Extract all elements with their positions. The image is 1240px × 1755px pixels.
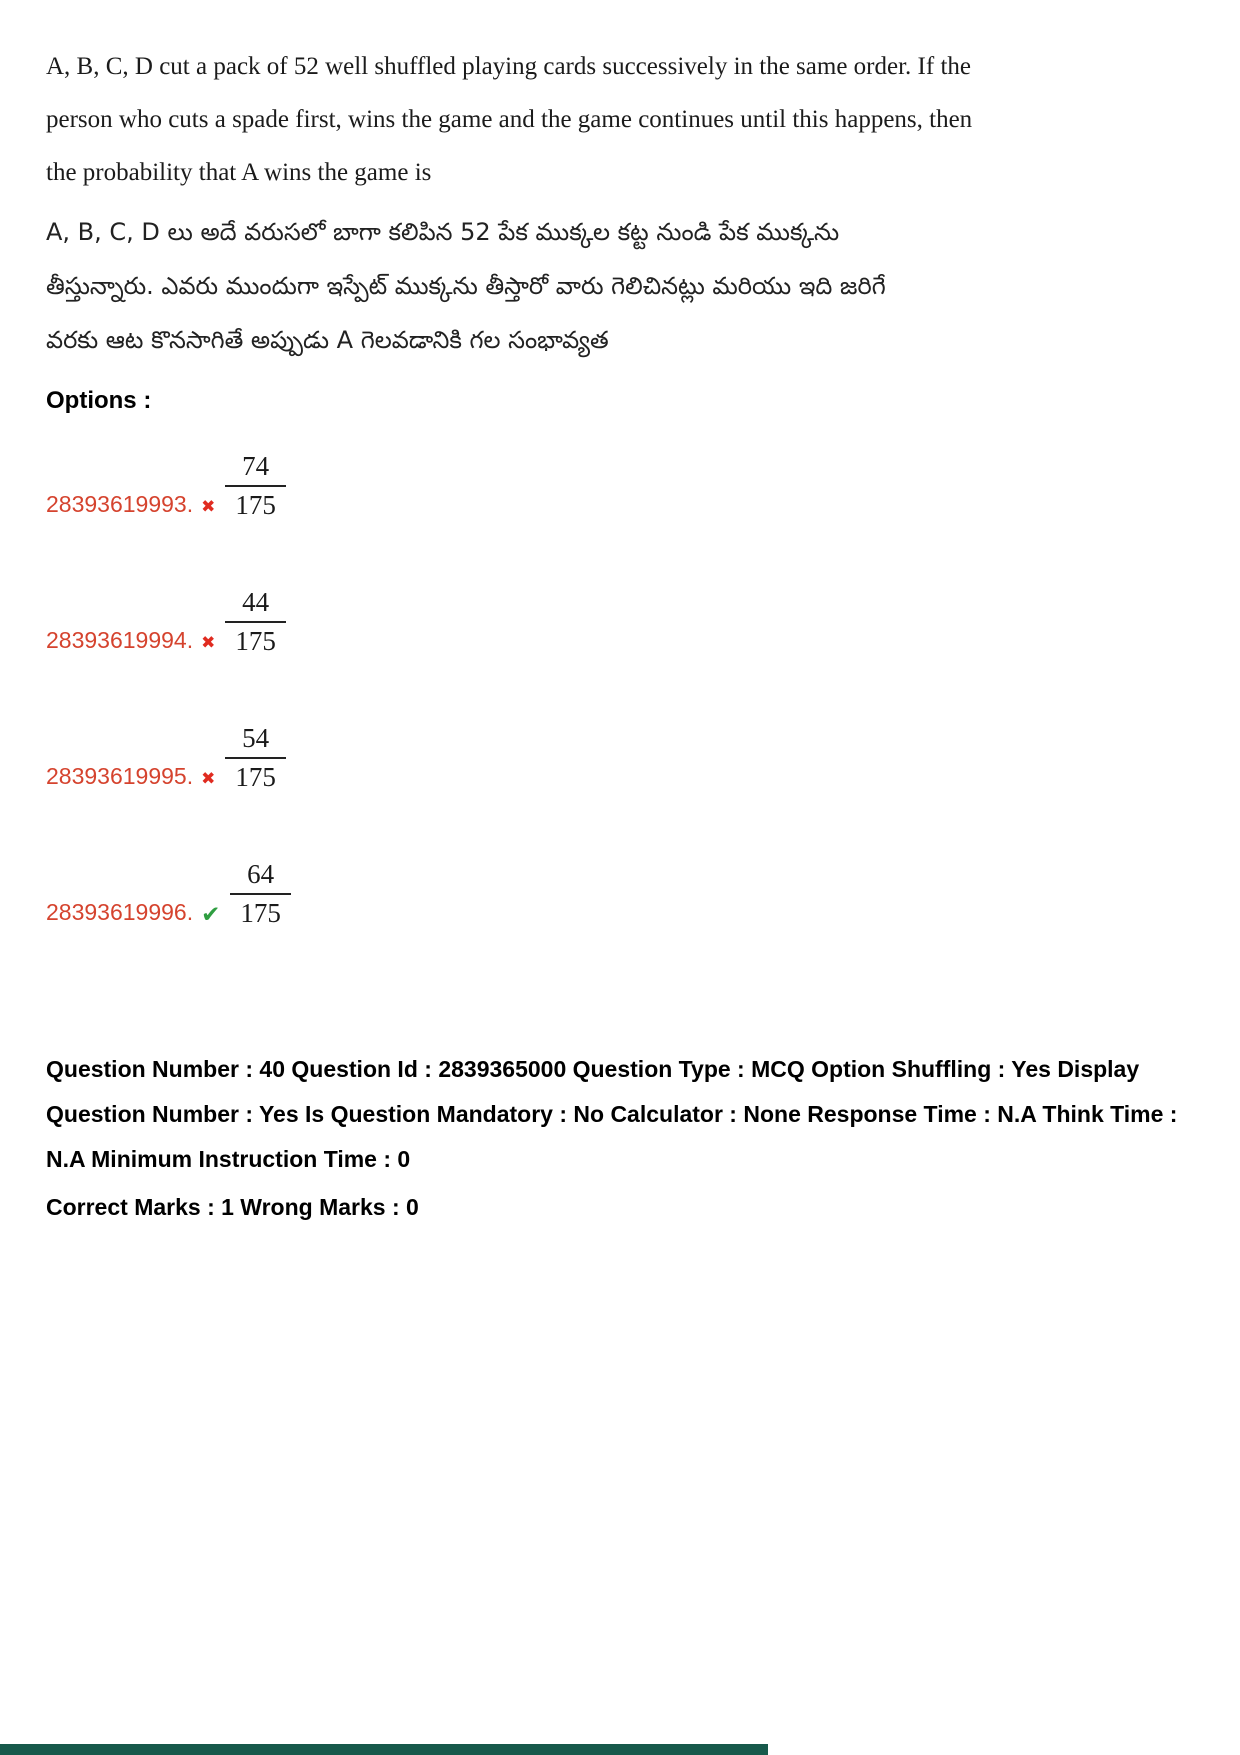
options-list [46, 451, 1180, 929]
question-metadata-details: Question Number : 40 Question Id : 2839365000 Question Type : MCQ Option Shuffling : Yes Display Question Number : Yes Is Question Mandatory : No Calculator : None Response Time : N.A Think Time : N.A Minimum Instruction Time : 0 [46, 1056, 1178, 1172]
option-id: 28393619993. [46, 491, 194, 517]
question-text-telugu [46, 205, 1180, 367]
wrong-answer-icon: ✖ [201, 497, 216, 516]
fraction-numerator: 54 [242, 723, 270, 753]
fraction-numerator: 64 [247, 859, 275, 889]
option-row-4 [46, 859, 1180, 929]
question-metadata-marks: Correct Marks : 1 Wrong Marks : 0 [46, 1194, 419, 1220]
option-fraction [225, 723, 286, 793]
fraction-numerator: 74 [242, 451, 270, 481]
fraction-denominator: 175 [225, 485, 286, 521]
option-id: 28393619995. [46, 763, 194, 789]
fraction-denominator: 175 [230, 893, 291, 929]
fraction-denominator: 175 [225, 621, 286, 657]
question-line: A, B, C, D cut a pack of 52 well shuffled playing cards successively in the same order. If the [46, 53, 971, 80]
options-label: Options : [46, 387, 152, 414]
wrong-answer-icon: ✖ [201, 633, 216, 652]
correct-answer-icon: ✔ [201, 901, 221, 927]
question-line: the probability that A wins the game is [46, 159, 432, 186]
question-line: A, B, C, D లు అదే వరుసలో బాగా కలిపిన 52 పేక ముక్కల కట్ట నుండి పేక ముక్కను [46, 218, 840, 246]
wrong-answer-icon: ✖ [201, 769, 216, 788]
option-id: 28393619996. [46, 899, 194, 925]
option-row-1 [46, 451, 1180, 521]
question-line: తీస్తున్నారు. ఎవరు ముందుగా ఇస్పేట్ ముక్కను తీస్తారో వారు గెలిచినట్లు మరియు ఇది జరిగే [46, 272, 886, 300]
question-line: వరకు ఆట కొనసాగితే అప్పుడు A గెలవడానికి గల సంభావ్యత [46, 326, 609, 354]
option-row-3 [46, 723, 1180, 793]
question-text-english [46, 40, 1180, 199]
question-line: person who cuts a spade first, wins the game and the game continues until this happens, then [46, 106, 973, 133]
option-fraction [225, 451, 286, 521]
fraction-denominator: 175 [225, 757, 286, 793]
option-fraction [225, 587, 286, 657]
option-id: 28393619994. [46, 627, 194, 653]
bottom-progress-bar [0, 1744, 768, 1755]
option-row-2 [46, 587, 1180, 657]
fraction-numerator: 44 [242, 587, 270, 617]
option-fraction [230, 859, 291, 929]
